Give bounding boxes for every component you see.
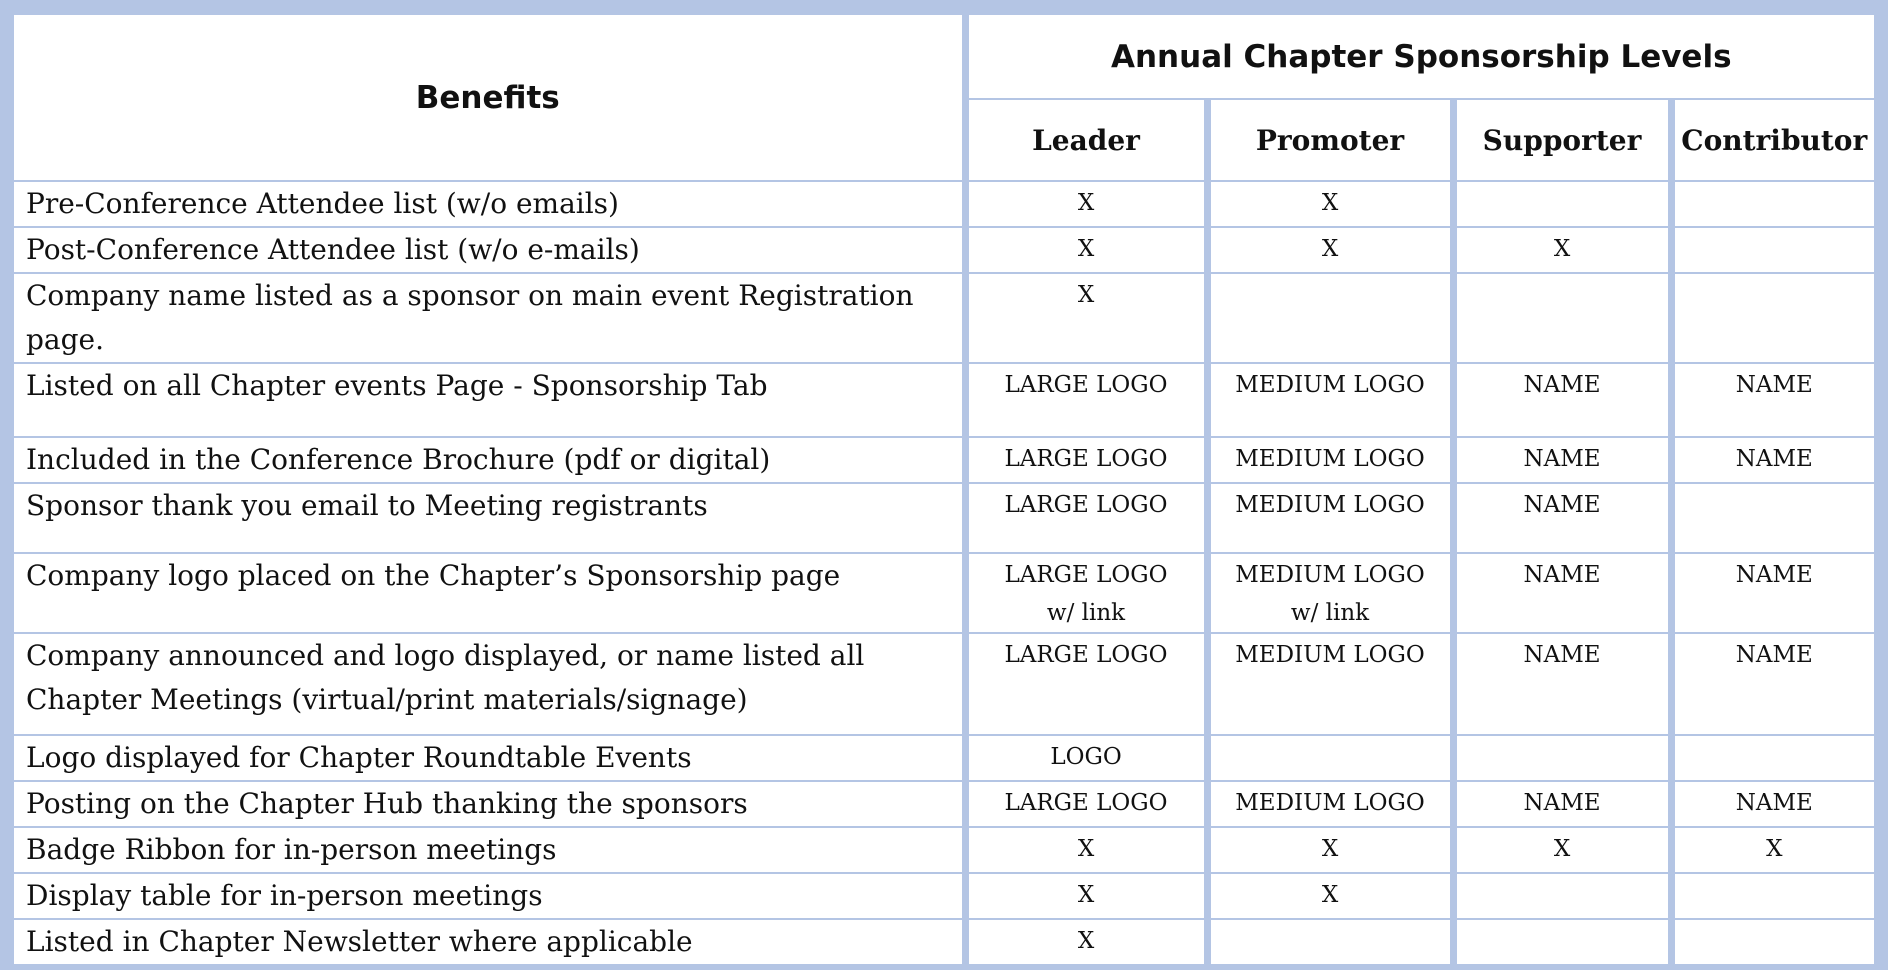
level-cell-line: X — [1321, 236, 1339, 262]
level-cell-contributor — [1671, 273, 1874, 363]
level-cell-line: X — [1321, 836, 1339, 862]
level-cell-line: LARGE LOGO — [1004, 642, 1168, 668]
level-cell-contributor — [1671, 483, 1874, 553]
level-cell-contributor — [1671, 873, 1874, 919]
benefit-cell: Company name listed as a sponsor on main event Registration page. — [14, 273, 965, 363]
level-cell-contributor — [1671, 735, 1874, 781]
level-cell-line: NAME — [1523, 790, 1601, 816]
level-cell-supporter — [1453, 273, 1671, 363]
level-cell-line: LARGE LOGO — [1004, 446, 1168, 472]
level-cell-contributor — [1671, 181, 1874, 227]
level-cell-line: MEDIUM LOGO — [1235, 562, 1425, 588]
level-cell-leader — [965, 363, 1207, 437]
level-cell-line: X — [1077, 236, 1095, 262]
table-row — [14, 633, 1874, 735]
level-cell-promoter — [1207, 633, 1453, 735]
benefits-table-body — [14, 181, 1874, 965]
level-header-contributor: Contributor — [1671, 99, 1874, 181]
table-row — [14, 827, 1874, 873]
level-cell-leader — [965, 273, 1207, 363]
level-cell-supporter — [1453, 363, 1671, 437]
table-row — [14, 483, 1874, 553]
level-cell-supporter — [1453, 827, 1671, 873]
table-row — [14, 437, 1874, 483]
level-cell-line: X — [1321, 190, 1339, 216]
level-cell-line: NAME — [1735, 372, 1813, 398]
level-cell-leader — [965, 873, 1207, 919]
level-cell-contributor — [1671, 437, 1874, 483]
level-cell-line: LARGE LOGO — [1004, 492, 1168, 518]
level-header-promoter: Promoter — [1207, 99, 1453, 181]
level-cell-line: X — [1077, 928, 1095, 954]
level-cell-promoter — [1207, 873, 1453, 919]
benefit-cell: Sponsor thank you email to Meeting registrants — [14, 483, 965, 553]
level-cell-line: NAME — [1523, 642, 1601, 668]
level-cell-line: LOGO — [1050, 744, 1122, 770]
level-cell-line: LARGE LOGO — [1004, 790, 1168, 816]
level-cell-promoter — [1207, 273, 1453, 363]
level-cell-line: X — [1553, 236, 1571, 262]
benefit-cell: Display table for in-person meetings — [14, 873, 965, 919]
benefit-cell: Badge Ribbon for in-person meetings — [14, 827, 965, 873]
level-cell-promoter — [1207, 437, 1453, 483]
level-cell-supporter — [1453, 181, 1671, 227]
level-cell-contributor — [1671, 227, 1874, 273]
level-cell-supporter — [1453, 735, 1671, 781]
level-cell-contributor — [1671, 363, 1874, 437]
level-cell-promoter — [1207, 181, 1453, 227]
table-row — [14, 363, 1874, 437]
level-cell-line: X — [1553, 836, 1571, 862]
benefit-cell: Logo displayed for Chapter Roundtable Events — [14, 735, 965, 781]
level-cell-line: NAME — [1735, 790, 1813, 816]
sponsorship-table — [14, 15, 1874, 966]
level-cell-supporter — [1453, 227, 1671, 273]
benefit-cell: Included in the Conference Brochure (pdf or digital) — [14, 437, 965, 483]
level-cell-supporter — [1453, 873, 1671, 919]
benefit-cell: Listed on all Chapter events Page - Sponsorship Tab — [14, 363, 965, 437]
level-cell-line: LARGE LOGO — [1004, 372, 1168, 398]
level-cell-line: MEDIUM LOGO — [1235, 372, 1425, 398]
sponsorship-levels-title: Annual Chapter Sponsorship Levels — [965, 15, 1874, 99]
level-cell-line: MEDIUM LOGO — [1235, 446, 1425, 472]
table-row — [14, 273, 1874, 363]
level-cell-line: X — [1321, 882, 1339, 908]
level-cell-promoter — [1207, 919, 1453, 965]
table-row — [14, 919, 1874, 965]
benefit-cell: Company logo placed on the Chapter’s Sponsorship page — [14, 553, 965, 633]
level-cell-leader — [965, 553, 1207, 633]
level-cell-line: X — [1766, 836, 1783, 862]
level-cell-line: NAME — [1735, 642, 1813, 668]
benefits-header: Benefits — [14, 15, 965, 181]
level-cell-promoter — [1207, 827, 1453, 873]
level-cell-promoter — [1207, 227, 1453, 273]
level-cell-line: NAME — [1523, 492, 1601, 518]
level-cell-supporter — [1453, 483, 1671, 553]
level-cell-line: w/ link — [1046, 600, 1126, 626]
level-cell-leader — [965, 227, 1207, 273]
level-cell-leader — [965, 919, 1207, 965]
level-cell-contributor — [1671, 781, 1874, 827]
level-cell-promoter — [1207, 363, 1453, 437]
level-cell-leader — [965, 437, 1207, 483]
level-cell-contributor — [1671, 919, 1874, 965]
level-header-supporter: Supporter — [1453, 99, 1671, 181]
level-cell-line: NAME — [1735, 446, 1813, 472]
level-cell-contributor — [1671, 633, 1874, 735]
table-row — [14, 181, 1874, 227]
level-cell-line: X — [1077, 190, 1095, 216]
level-cell-line: X — [1077, 882, 1095, 908]
benefit-cell: Posting on the Chapter Hub thanking the sponsors — [14, 781, 965, 827]
level-cell-supporter — [1453, 633, 1671, 735]
level-cell-line: LARGE LOGO — [1004, 562, 1168, 588]
level-cell-line: w/ link — [1290, 600, 1370, 626]
level-cell-line: MEDIUM LOGO — [1235, 790, 1425, 816]
level-cell-contributor — [1671, 553, 1874, 633]
sponsorship-table-sheet — [14, 15, 1874, 958]
level-cell-supporter — [1453, 437, 1671, 483]
level-cell-leader — [965, 633, 1207, 735]
level-cell-contributor — [1671, 827, 1874, 873]
level-cell-line: MEDIUM LOGO — [1235, 492, 1425, 518]
level-cell-supporter — [1453, 919, 1671, 965]
level-cell-leader — [965, 827, 1207, 873]
level-cell-promoter — [1207, 553, 1453, 633]
level-cell-supporter — [1453, 553, 1671, 633]
level-cell-line: NAME — [1523, 562, 1601, 588]
level-cell-promoter — [1207, 735, 1453, 781]
level-cell-leader — [965, 483, 1207, 553]
level-cell-line: X — [1077, 836, 1095, 862]
level-cell-supporter — [1453, 781, 1671, 827]
level-cell-leader — [965, 781, 1207, 827]
level-cell-line: X — [1077, 282, 1095, 308]
table-row — [14, 553, 1874, 633]
level-cell-promoter — [1207, 781, 1453, 827]
benefit-cell: Company announced and logo displayed, or name listed all Chapter Meetings (virtual/print materials/signage) — [14, 633, 965, 735]
level-cell-line: NAME — [1523, 446, 1601, 472]
table-row — [14, 873, 1874, 919]
table-row — [14, 781, 1874, 827]
table-row — [14, 227, 1874, 273]
level-cell-promoter — [1207, 483, 1453, 553]
benefit-cell: Post-Conference Attendee list (w/o e-mails) — [14, 227, 965, 273]
table-row — [14, 735, 1874, 781]
benefit-cell: Listed in Chapter Newsletter where applicable — [14, 919, 965, 965]
level-cell-line: NAME — [1735, 562, 1813, 588]
level-cell-line: NAME — [1523, 372, 1601, 398]
level-header-leader: Leader — [965, 99, 1207, 181]
level-cell-leader — [965, 735, 1207, 781]
benefit-cell: Pre-Conference Attendee list (w/o emails) — [14, 181, 965, 227]
level-cell-leader — [965, 181, 1207, 227]
level-cell-line: MEDIUM LOGO — [1235, 642, 1425, 668]
